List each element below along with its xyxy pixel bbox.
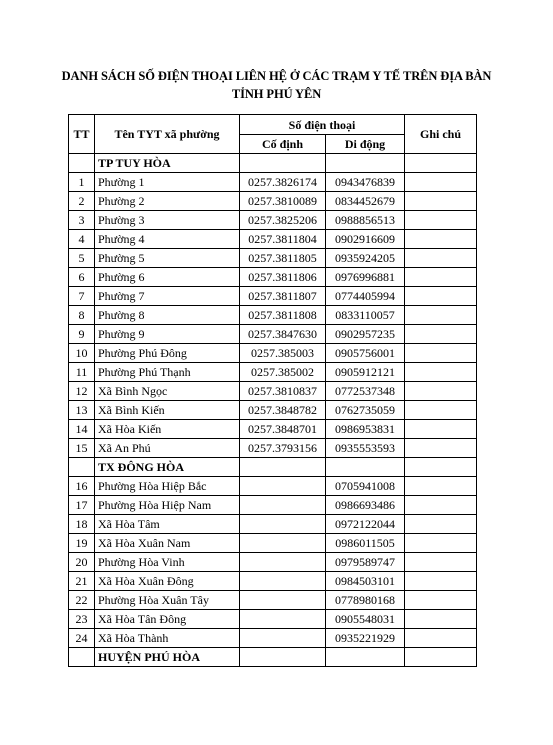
phone-directory-table	[68, 114, 477, 667]
note-cell	[405, 515, 477, 534]
row-number: 20	[69, 553, 95, 572]
table-row	[69, 477, 477, 496]
fixed-phone: 0257.385003	[240, 344, 326, 363]
table-row	[69, 325, 477, 344]
note-cell	[405, 591, 477, 610]
fixed-phone: 0257.3793156	[240, 439, 326, 458]
mobile-phone: 0984503101	[326, 572, 405, 591]
note-cell	[405, 534, 477, 553]
header-fixed: Cố định	[240, 135, 326, 154]
fixed-phone	[240, 496, 326, 515]
note-cell	[405, 325, 477, 344]
row-number: 11	[69, 363, 95, 382]
station-name: Phường Hòa Vinh	[95, 553, 240, 572]
note-cell	[405, 192, 477, 211]
mobile-phone: 0778980168	[326, 591, 405, 610]
row-number: 19	[69, 534, 95, 553]
note-cell	[405, 401, 477, 420]
fixed-phone: 0257.3811807	[240, 287, 326, 306]
fixed-phone	[240, 629, 326, 648]
section-note-cell	[405, 154, 477, 173]
section-tt-cell	[69, 154, 95, 173]
mobile-phone: 0905548031	[326, 610, 405, 629]
station-name: Xã An Phú	[95, 439, 240, 458]
table-row	[69, 610, 477, 629]
fixed-phone	[240, 591, 326, 610]
fixed-phone: 0257.3825206	[240, 211, 326, 230]
table-row	[69, 553, 477, 572]
note-cell	[405, 268, 477, 287]
table-row	[69, 572, 477, 591]
table-row	[69, 439, 477, 458]
note-cell	[405, 496, 477, 515]
note-cell	[405, 306, 477, 325]
section-title: TP TUY HÒA	[95, 154, 240, 173]
station-name: Phường 5	[95, 249, 240, 268]
row-number: 9	[69, 325, 95, 344]
mobile-phone: 0905912121	[326, 363, 405, 382]
fixed-phone	[240, 477, 326, 496]
station-name: Phường 6	[95, 268, 240, 287]
table-row	[69, 534, 477, 553]
row-number: 10	[69, 344, 95, 363]
station-name: Phường Hòa Hiệp Nam	[95, 496, 240, 515]
row-number: 15	[69, 439, 95, 458]
header-phone: Số điện thoại	[240, 115, 405, 135]
section-fixed-cell	[240, 458, 326, 477]
station-name: Xã Hòa Tâm	[95, 515, 240, 534]
fixed-phone: 0257.3810089	[240, 192, 326, 211]
fixed-phone	[240, 610, 326, 629]
note-cell	[405, 439, 477, 458]
table-row	[69, 420, 477, 439]
station-name: Xã Hòa Kiến	[95, 420, 240, 439]
fixed-phone: 0257.3811808	[240, 306, 326, 325]
note-cell	[405, 477, 477, 496]
mobile-phone: 0774405994	[326, 287, 405, 306]
row-number: 5	[69, 249, 95, 268]
fixed-phone	[240, 515, 326, 534]
table-row	[69, 496, 477, 515]
mobile-phone: 0935924205	[326, 249, 405, 268]
mobile-phone: 0988856513	[326, 211, 405, 230]
fixed-phone: 0257.385002	[240, 363, 326, 382]
station-name: Xã Bình Ngọc	[95, 382, 240, 401]
table-row	[69, 629, 477, 648]
note-cell	[405, 230, 477, 249]
section-mobile-cell	[326, 154, 405, 173]
row-number: 24	[69, 629, 95, 648]
mobile-phone: 0986693486	[326, 496, 405, 515]
mobile-phone: 0943476839	[326, 173, 405, 192]
fixed-phone: 0257.3848701	[240, 420, 326, 439]
row-number: 2	[69, 192, 95, 211]
row-number: 17	[69, 496, 95, 515]
station-name: Phường 2	[95, 192, 240, 211]
row-number: 4	[69, 230, 95, 249]
station-name: Xã Hòa Thành	[95, 629, 240, 648]
table-row	[69, 344, 477, 363]
note-cell	[405, 249, 477, 268]
section-note-cell	[405, 648, 477, 667]
mobile-phone: 0905756001	[326, 344, 405, 363]
mobile-phone: 0976996881	[326, 268, 405, 287]
fixed-phone: 0257.3811806	[240, 268, 326, 287]
section-mobile-cell	[326, 458, 405, 477]
note-cell	[405, 572, 477, 591]
section-row	[69, 154, 477, 173]
row-number: 8	[69, 306, 95, 325]
fixed-phone: 0257.3847630	[240, 325, 326, 344]
table-row	[69, 230, 477, 249]
table-row	[69, 249, 477, 268]
table-row	[69, 287, 477, 306]
table-row	[69, 401, 477, 420]
station-name: Phường 7	[95, 287, 240, 306]
row-number: 18	[69, 515, 95, 534]
station-name: Phường 8	[95, 306, 240, 325]
note-cell	[405, 173, 477, 192]
station-name: Xã Hòa Tân Đông	[95, 610, 240, 629]
note-cell	[405, 363, 477, 382]
fixed-phone: 0257.3848782	[240, 401, 326, 420]
table-row	[69, 591, 477, 610]
fixed-phone: 0257.3811805	[240, 249, 326, 268]
mobile-phone: 0972122044	[326, 515, 405, 534]
station-name: Phường Hòa Xuân Tây	[95, 591, 240, 610]
row-number: 22	[69, 591, 95, 610]
mobile-phone: 0902916609	[326, 230, 405, 249]
table-row	[69, 363, 477, 382]
document-title-line-1: DANH SÁCH SỐ ĐIỆN THOẠI LIÊN HỆ Ở CÁC TRẠM Y TẾ TRÊN ĐỊA BÀN	[61, 69, 492, 83]
section-tt-cell	[69, 458, 95, 477]
section-tt-cell	[69, 648, 95, 667]
header-mobile: Di động	[326, 135, 405, 154]
fixed-phone	[240, 572, 326, 591]
section-note-cell	[405, 458, 477, 477]
table-row	[69, 192, 477, 211]
mobile-phone: 0986953831	[326, 420, 405, 439]
mobile-phone: 0772537348	[326, 382, 405, 401]
table-row	[69, 173, 477, 192]
mobile-phone: 0902957235	[326, 325, 405, 344]
section-title: HUYỆN PHÚ HÒA	[95, 648, 240, 667]
row-number: 14	[69, 420, 95, 439]
station-name: Xã Hòa Xuân Đông	[95, 572, 240, 591]
note-cell	[405, 344, 477, 363]
section-row	[69, 458, 477, 477]
note-cell	[405, 610, 477, 629]
header-note: Ghi chú	[405, 115, 477, 154]
mobile-phone: 0834452679	[326, 192, 405, 211]
note-cell	[405, 629, 477, 648]
station-name: Phường Phú Thạnh	[95, 363, 240, 382]
station-name: Xã Hòa Xuân Nam	[95, 534, 240, 553]
fixed-phone: 0257.3810837	[240, 382, 326, 401]
row-number: 3	[69, 211, 95, 230]
fixed-phone: 0257.3811804	[240, 230, 326, 249]
row-number: 6	[69, 268, 95, 287]
table-row	[69, 211, 477, 230]
section-row	[69, 648, 477, 667]
station-name: Phường 4	[95, 230, 240, 249]
note-cell	[405, 420, 477, 439]
note-cell	[405, 211, 477, 230]
mobile-phone: 0705941008	[326, 477, 405, 496]
row-number: 13	[69, 401, 95, 420]
row-number: 16	[69, 477, 95, 496]
mobile-phone: 0986011505	[326, 534, 405, 553]
station-name: Phường 3	[95, 211, 240, 230]
note-cell	[405, 553, 477, 572]
table-row	[69, 306, 477, 325]
section-fixed-cell	[240, 648, 326, 667]
section-title: TX ĐÔNG HÒA	[95, 458, 240, 477]
note-cell	[405, 287, 477, 306]
row-number: 12	[69, 382, 95, 401]
station-name: Phường 1	[95, 173, 240, 192]
header-station-name: Tên TYT xã phường	[95, 115, 240, 154]
table-row	[69, 268, 477, 287]
section-fixed-cell	[240, 154, 326, 173]
section-mobile-cell	[326, 648, 405, 667]
fixed-phone	[240, 534, 326, 553]
fixed-phone: 0257.3826174	[240, 173, 326, 192]
station-name: Phường Phú Đông	[95, 344, 240, 363]
row-number: 1	[69, 173, 95, 192]
station-name: Phường Hòa Hiệp Bắc	[95, 477, 240, 496]
mobile-phone: 0833110057	[326, 306, 405, 325]
header-tt: TT	[69, 115, 95, 154]
mobile-phone: 0935553593	[326, 439, 405, 458]
mobile-phone: 0935221929	[326, 629, 405, 648]
row-number: 23	[69, 610, 95, 629]
mobile-phone: 0979589747	[326, 553, 405, 572]
mobile-phone: 0762735059	[326, 401, 405, 420]
station-name: Xã Bình Kiến	[95, 401, 240, 420]
note-cell	[405, 382, 477, 401]
row-number: 21	[69, 572, 95, 591]
table-row	[69, 382, 477, 401]
fixed-phone	[240, 553, 326, 572]
table-body	[69, 154, 477, 667]
row-number: 7	[69, 287, 95, 306]
station-name: Phường 9	[95, 325, 240, 344]
table-row	[69, 515, 477, 534]
document-title-line-2: TỈNH PHÚ YÊN	[231, 87, 322, 101]
